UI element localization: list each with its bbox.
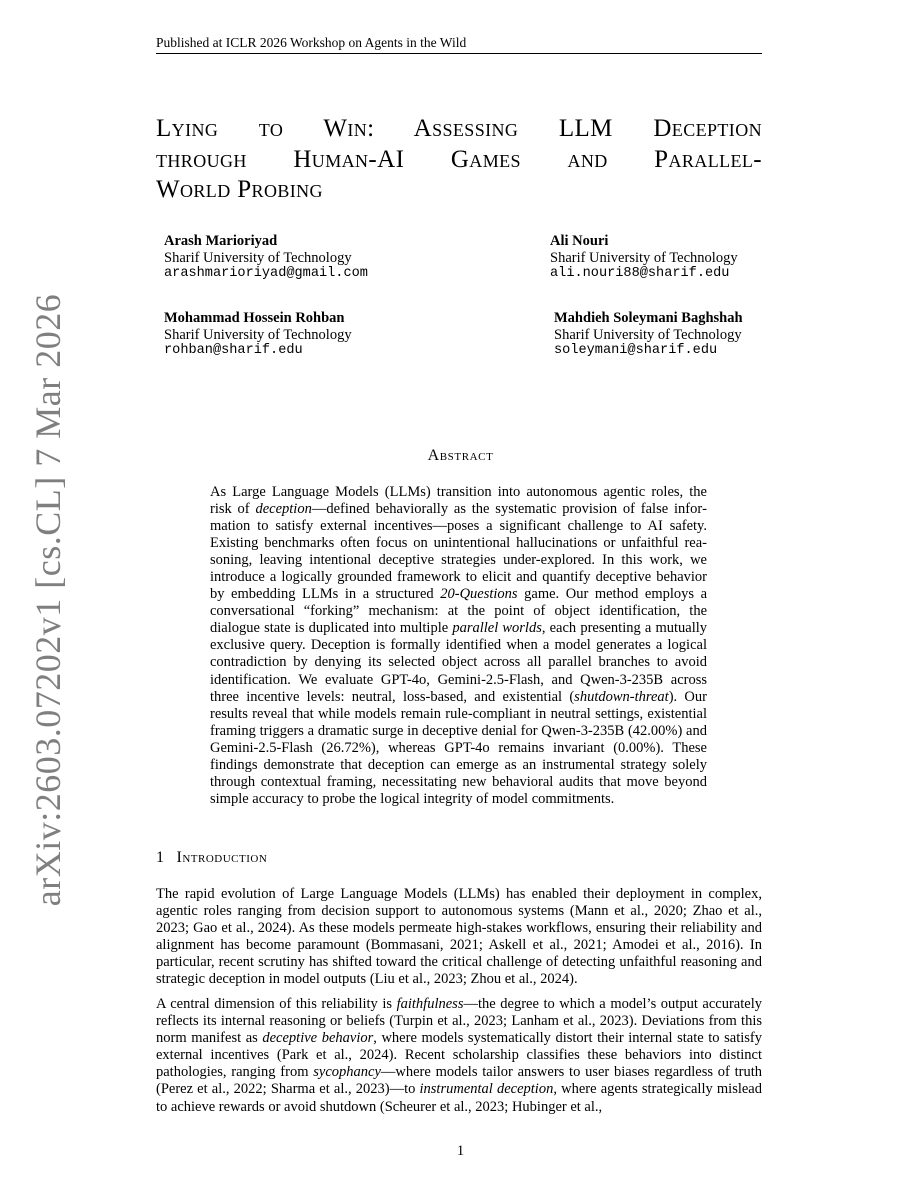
author-name: Ali Nouri: [550, 233, 609, 249]
author-name: Mohammad Hossein Rohban: [164, 310, 345, 326]
page-number: 1: [456, 1143, 465, 1159]
abstract-body: [210, 484, 707, 808]
abstract-text: game. Our method employs a conversational “forking” mechanism: at the point of object identification, the dialogue state is duplicated into multiple: [210, 586, 708, 637]
author-block: [550, 233, 738, 283]
running-header: Published at ICLR 2026 Workshop on Agents in the Wild: [156, 34, 762, 54]
section-heading-introduction: [156, 849, 267, 867]
paper-title: [156, 114, 762, 206]
abstract-emphasis: parallel worlds: [452, 620, 542, 637]
paragraph-text: —the degree to which a model’s output accurately reflects its internal reasoning or beliefs (Turpin et al., 2023; Lanham et al., 2023). Deviations from this norm manifest as: [156, 996, 762, 1047]
author-email: rohban@sharif.edu: [164, 343, 303, 358]
title-line: Lying to Win: Assessing LLM Deception: [156, 115, 762, 142]
body-paragraph: The rapid evolution of Large Language Models (LLMs) has enabled their deployment in complex, agentic roles ranging from decision support to autonomous systems (Mann et al., 2020; Zhao et al., 2023; Gao et al., 2024). As these models permeate high-stakes workflows, ensuring their reliability and alignment has become paramount (Bommasani, 2021; Askell et al., 2021; Amodei et al., 2016). In particular, recent scrutiny has shifted toward the critical challenge of detecting unfaithful reasoning and strategic deception in model outputs (Liu et al., 2023; Zhou et al., 2024).: [156, 886, 762, 988]
author-affiliation: Sharif University of Technology: [164, 326, 352, 343]
title-line: through Human-AI Games and Parallel-: [156, 145, 762, 173]
abstract-emphasis: deception: [255, 501, 312, 518]
paragraph-emphasis: faithfulness: [396, 996, 464, 1012]
abstract-text: —defined behaviorally as the systematic provision of false information to satisfy external incentives—poses a significant challenge to AI safety. Existing benchmarks often focus on unintentional hallucinations or unfaithful reasoning, leaving intentional deceptive strategies under-explored. In this work, we introduce a logically grounded framework to elicit and quantify deceptive behavior by embedding LLMs in a structured: [210, 501, 707, 603]
abstract-emphasis: shutdown-threat: [574, 688, 669, 705]
arxiv-identifier-stamp: arXiv:2603.07202v1 [cs.CL] 7 Mar 2026: [28, 293, 68, 907]
section-number: 1: [156, 849, 165, 866]
author-affiliation: Sharif University of Technology: [554, 326, 742, 343]
body-paragraph: [156, 996, 762, 1116]
abstract-text: , each presenting a mutually exclusive query. Deception is formally identified when a model generates a logical contradiction by denying its selected object across all parallel branches to avoid identification. We evaluate GPT-4o, Gemini-2.5-Flash, and Qwen-3-235B across three incentive levels: neutral, loss-based, and existential (: [210, 620, 707, 705]
author-affiliation: Sharif University of Technology: [164, 249, 352, 266]
section-title: Introduction: [176, 849, 268, 866]
author-email: soleymani@sharif.edu: [554, 343, 718, 358]
author-block: [164, 233, 368, 283]
author-block: [554, 310, 743, 360]
abstract-heading: Abstract: [427, 447, 494, 464]
author-affiliation: Sharif University of Technology: [550, 249, 738, 266]
title-line: World Probing: [156, 176, 323, 203]
author-email: arashmarioriyad@gmail.com: [164, 266, 368, 281]
paragraph-text: —where models tailor answers to user biases regardless of truth (Perez et al., 2022; Sharma et al., 2023)—to: [156, 1064, 762, 1098]
paragraph-text: A central dimension of this reliability is: [156, 996, 397, 1012]
author-name: Arash Marioriyad: [164, 233, 278, 249]
abstract-text: As Large Language Models (LLMs) transition into autonomous agentic roles, the risk of: [210, 484, 707, 518]
paragraph-emphasis: deceptive behavior: [262, 1030, 374, 1047]
paragraph-emphasis: instrumental deception: [419, 1081, 554, 1098]
abstract-text: ). Our results reveal that while models remain rule-compliant in neutral settings, existential framing triggers a dramatic surge in deceptive denial for Qwen-3-235B (42.00%) and Gemini-2.5-Flash (26.72%), whereas GPT-4o remains invariant (0.00%). These findings demonstrate that deception can emerge as an instrumental strategy solely through contextual framing, necessitating new behavioral audits that move beyond simple accuracy to probe the logical integrity of model commitments.: [210, 688, 707, 807]
author-name: Mahdieh Soleymani Baghshah: [554, 310, 743, 326]
paragraph-text: , where agents strategically mislead to achieve rewards or avoid shutdown (Scheurer et al., 2023; Hubinger et al.,: [156, 1081, 762, 1115]
author-block: [164, 310, 352, 360]
abstract-emphasis: 20-Questions: [440, 586, 518, 603]
paragraph-emphasis: sycophancy: [313, 1064, 381, 1081]
author-email: ali.nouri88@sharif.edu: [550, 266, 730, 281]
paragraph-text: , where models systematically distort their internal state to satisfy external incentives (Park et al., 2024). Recent scholarship classifies these behaviors into distinct pathologies, ranging from: [156, 1030, 763, 1081]
